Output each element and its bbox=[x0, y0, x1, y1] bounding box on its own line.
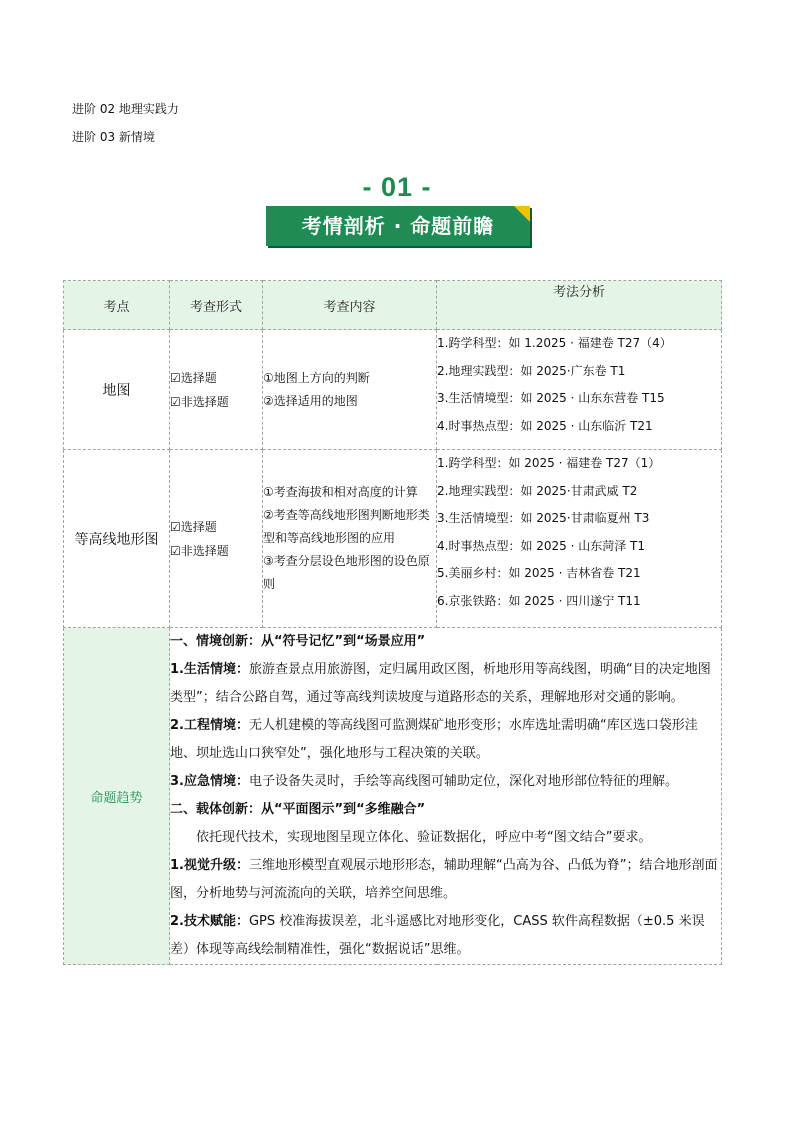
analysis-item: 2.地理实践型：如 2025·甘肃武威 T2 bbox=[437, 483, 638, 498]
trend-heading-1: 一、情境创新：从“符号记忆”到“场景应用” bbox=[170, 634, 426, 649]
form-item: ☑选择题 bbox=[170, 370, 217, 385]
content-item: ③考查分层设色地形图的设色原则 bbox=[263, 554, 430, 591]
form-item: ☑非选择题 bbox=[170, 394, 229, 409]
trend-paragraph-label: 2.技术赋能： bbox=[170, 914, 249, 929]
header-topic: 考点 bbox=[64, 281, 170, 330]
trend-paragraph-text: 无人机建模的等高线图可监测煤矿地形变形；水库选址需明确“库区选口袋形洼地、坝址选山口狭窄处”，强化地形与工程决策的关联。 bbox=[170, 718, 698, 761]
content-item: ①地图上方向的判断 bbox=[263, 370, 370, 385]
analysis-item: 4.时事热点型：如 2025 · 山东临沂 T21 bbox=[437, 418, 653, 433]
content-cell bbox=[263, 330, 437, 450]
trend-row bbox=[64, 628, 722, 965]
section-number: - 01 - bbox=[362, 172, 432, 202]
trend-paragraph bbox=[170, 908, 721, 964]
exam-analysis-table bbox=[63, 280, 722, 965]
analysis-cell bbox=[437, 450, 722, 628]
banner-corner-decoration bbox=[514, 206, 530, 222]
content-item: ①考查海拔和相对高度的计算 bbox=[263, 485, 418, 499]
trend-paragraph-text: 电子设备失灵时，手绘等高线图可辅助定位，深化对地形部位特征的理解。 bbox=[248, 774, 678, 789]
trend-paragraph-label: 1.视觉升级： bbox=[170, 858, 249, 873]
trend-paragraph-text: 三维地形模型直观展示地形形态，辅助理解“凸高为谷、凸低为脊”；结合地形剖面图，分析地势与河流流向的关联，培养空间思维。 bbox=[170, 858, 718, 901]
content-cell bbox=[263, 450, 437, 628]
header-analysis: 考法分析 bbox=[437, 281, 722, 330]
analysis-item: 3.生活情境型：如 2025 · 山东东营卷 T15 bbox=[437, 391, 665, 405]
form-cell bbox=[170, 450, 263, 628]
topic-cell: 等高线地形图 bbox=[64, 450, 170, 628]
trend-paragraph-text: 旅游查景点用旅游图，定归属用政区图，析地形用等高线图，明确“目的决定地图类型”；结合公路自驾，通过等高线判读坡度与道路形态的关系，理解地形对交通的影响。 bbox=[170, 662, 711, 705]
form-cell bbox=[170, 330, 263, 450]
trend-paragraph-label: 3.应急情境： bbox=[170, 774, 249, 789]
table-header-row bbox=[64, 281, 722, 330]
content-item: ②考查等高线地形图判断地形类型和等高线地形图的应用 bbox=[263, 508, 430, 545]
form-item: ☑选择题 bbox=[170, 519, 217, 534]
toc-item-advanced-03[interactable]: 进阶 03 新情境 bbox=[72, 130, 155, 144]
trend-paragraph: 依托现代技术，实现地图呈现立体化、验证数据化，呼应中考“图文结合”要求。 bbox=[196, 830, 652, 845]
analysis-item: 6.京张铁路：如 2025 · 四川遂宁 T11 bbox=[437, 593, 641, 608]
form-item: ☑非选择题 bbox=[170, 543, 229, 558]
analysis-item: 2.地理实践型：如 2025·广东卷 T1 bbox=[437, 363, 626, 378]
trend-paragraph-text: GPS 校准海拔误差，北斗遥感比对地形变化，CASS 软件高程数据（±0.5 米误差）体现等高线绘制精准性，强化“数据说话”思维。 bbox=[170, 914, 705, 957]
topic-cell: 地图 bbox=[64, 330, 170, 450]
toc-item-advanced-02[interactable]: 进阶 02 地理实践力 bbox=[72, 102, 179, 116]
trend-paragraph-label: 2.工程情境： bbox=[170, 718, 249, 733]
trend-label: 命题趋势 bbox=[64, 628, 170, 965]
section-title-banner bbox=[266, 206, 530, 246]
analysis-item: 5.美丽乡村：如 2025 · 吉林省卷 T21 bbox=[437, 566, 641, 580]
header-content: 考查内容 bbox=[263, 281, 437, 330]
table-row bbox=[64, 450, 722, 628]
trend-cell bbox=[170, 628, 722, 965]
analysis-item: 4.时事热点型：如 2025 · 山东菏泽 T1 bbox=[437, 538, 646, 553]
trend-paragraph-label: 1.生活情境： bbox=[170, 662, 249, 677]
trend-paragraph bbox=[170, 768, 721, 796]
trend-paragraph bbox=[170, 712, 721, 768]
analysis-cell bbox=[437, 330, 722, 450]
table-row bbox=[64, 330, 722, 450]
section-title: 考情剖析 · 命题前瞻 bbox=[301, 214, 495, 238]
trend-heading-2: 二、载体创新：从“平面图示”到“多维融合” bbox=[170, 802, 426, 817]
analysis-item: 1.跨学科型：如 2025 · 福建卷 T27（1） bbox=[437, 456, 661, 470]
analysis-item: 1.跨学科型：如 1.2025 · 福建卷 T27（4） bbox=[437, 336, 672, 350]
header-form: 考查形式 bbox=[170, 281, 263, 330]
trend-paragraph bbox=[170, 852, 721, 908]
analysis-item: 3.生活情境型：如 2025·甘肃临夏州 T3 bbox=[437, 511, 650, 525]
content-item: ②选择适用的地图 bbox=[263, 393, 358, 408]
trend-paragraph bbox=[170, 656, 721, 712]
